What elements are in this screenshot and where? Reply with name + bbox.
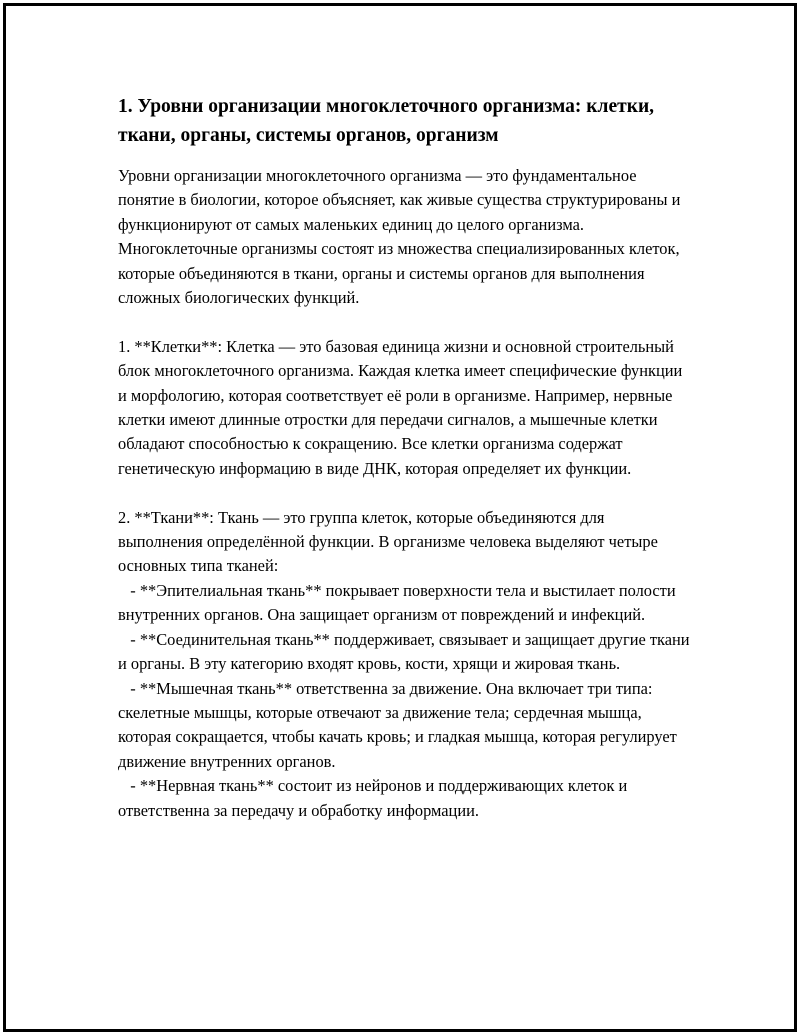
cells-paragraph: 1. **Клетки**: Клетка — это базовая единица жизни и основной строительный блок многоклеточного организма. Каждая клетка имеет специфические функции и морфологию, которая соответствует её роли в организме. Например, нервные клетки имеют длинные отростки для передачи сигналов, а мышечные клетки обладают способностью к сокращению. Все клетки организма содержат генетическую информацию в виде ДНК, которая определяет их функции.: [118, 336, 687, 478]
paragraph-gap: [118, 310, 690, 334]
document-body: [118, 92, 694, 823]
tissue-item-connective: - **Соединительная ткань** поддерживает, связывает и защищает другие ткани и органы. В эту категорию входят кровь, кости, хрящи и жировая ткань.: [118, 629, 694, 674]
tissues-intro-paragraph: 2. **Ткани**: Ткань — это группа клеток, которые объединяются для выполнения определённой функции. В организме человека выделяют четыре основных типа тканей:: [118, 507, 662, 576]
tissue-item-muscle: - **Мышечная ткань** ответственна за движение. Она включает три типа: скелетные мышцы, которые отвечают за движение тела; сердечная мышца, которая сокращается, чтобы качать кровь; и гладкая мышца, которая регулирует движение внутренних органов.: [118, 678, 681, 771]
paragraph-gap: [118, 481, 690, 505]
intro-paragraph: Уровни организации многоклеточного организма — это фундаментальное понятие в биологии, которое объясняет, как живые существа структурированы и функционируют от самых маленьких единиц до целого организма. Многоклеточные организмы состоят из множества специализированных клеток, которые объединяются в ткани, органы и системы органов для выполнения сложных биологических функций.: [118, 166, 685, 308]
tissue-item-epithelial: - **Эпителиальная ткань** покрывает поверхности тела и выстилает полости внутренних органов. Она защищает организм от повреждений и инфекций.: [118, 580, 680, 625]
section-title: 1. Уровни организации многоклеточного организма: клетки, ткани, органы, системы органов, организм: [118, 96, 655, 146]
tissue-item-nervous: - **Нервная ткань** состоит из нейронов и поддерживающих клеток и ответственна за передачу и обработку информации.: [118, 776, 632, 820]
